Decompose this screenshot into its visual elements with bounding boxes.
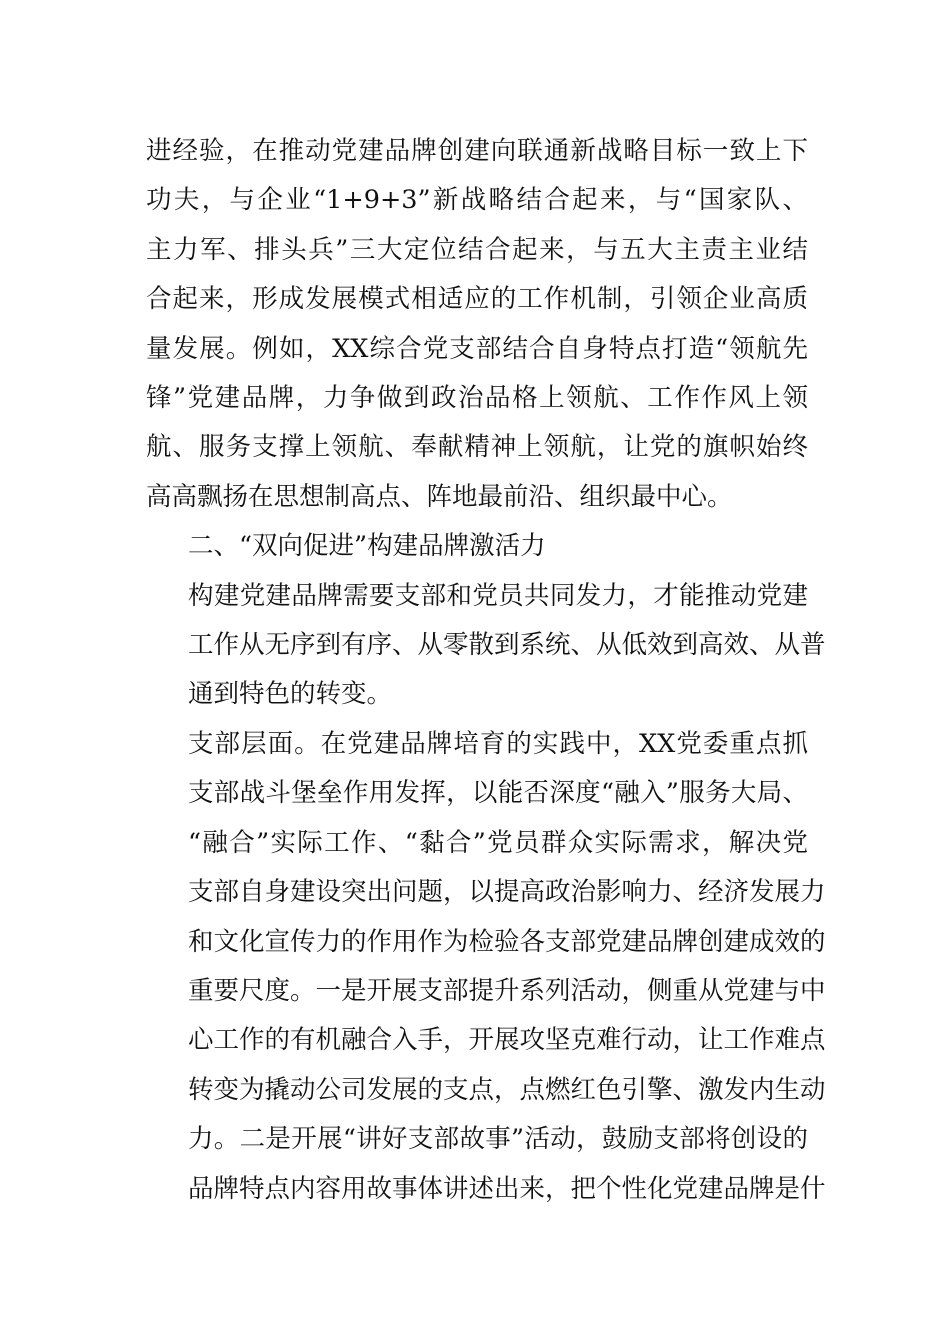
paragraph-intro [146, 572, 826, 720]
text-line: 构建党建品牌需要支部和党员共同发力，才能推动党建 [188, 580, 808, 611]
paragraph-continuation [146, 127, 808, 522]
text-line: 通到特色的转变。 [188, 679, 393, 710]
paragraph-branch-level [146, 720, 826, 1214]
text-line: 支部层面。在党建品牌培育的实践中，XX党委重点抓 [188, 728, 808, 759]
text-line: 支部战斗堡垒作用发挥，以能否深度“融入”服务大局、 [188, 778, 808, 809]
text-line: 合起来，形成发展模式相适应的工作机制，引领企业高质 [146, 284, 808, 315]
heading-text: 二、“双向促进”构建品牌激活力 [188, 531, 546, 562]
text-line: 和文化宣传力的作用作为检验各支部党建品牌创建成效的 [188, 926, 826, 957]
text-line: 重要尺度。一是开展支部提升系列活动，侧重从党建与中 [188, 975, 826, 1006]
section-heading [146, 522, 808, 571]
text-line: 功夫，与企业“1+9+3”新战略结合起来，与“国家队、 [146, 185, 808, 216]
body-text [146, 127, 826, 1214]
text-line: 品牌特点内容用故事体讲述出来，把个性化党建品牌是什 [188, 1173, 826, 1204]
text-line: 心工作的有机融合入手，开展攻坚克难行动，让工作难点 [188, 1025, 826, 1056]
text-line: 转变为撬动公司发展的支点，点燃红色引擎、激发内生动 [188, 1074, 826, 1105]
text-line: 量发展。例如，XX综合党支部结合自身特点打造“领航先 [146, 333, 808, 364]
text-line: 主力军、排头兵”三大定位结合起来，与五大主责主业结 [146, 234, 808, 265]
text-line: 力。二是开展“讲好支部故事”活动，鼓励支部将创设的 [188, 1124, 808, 1155]
text-line: 航、服务支撑上领航、奉献精神上领航，让党的旗帜始终 [146, 432, 808, 463]
text-line: 支部自身建设突出问题，以提高政治影响力、经济发展力 [188, 877, 826, 908]
text-line: “融合”实际工作、“黏合”党员群众实际需求，解决党 [188, 827, 808, 858]
text-line: 高高飘扬在思想制高点、阵地最前沿、组织最中心。 [146, 481, 733, 512]
text-line: 工作从无序到有序、从零散到系统、从低效到高效、从普 [188, 630, 826, 661]
text-line: 进经验，在推动党建品牌创建向联通新战略目标一致上下 [146, 136, 808, 166]
text-line: 锋”党建品牌，力争做到政治品格上领航、工作作风上领 [146, 383, 808, 414]
